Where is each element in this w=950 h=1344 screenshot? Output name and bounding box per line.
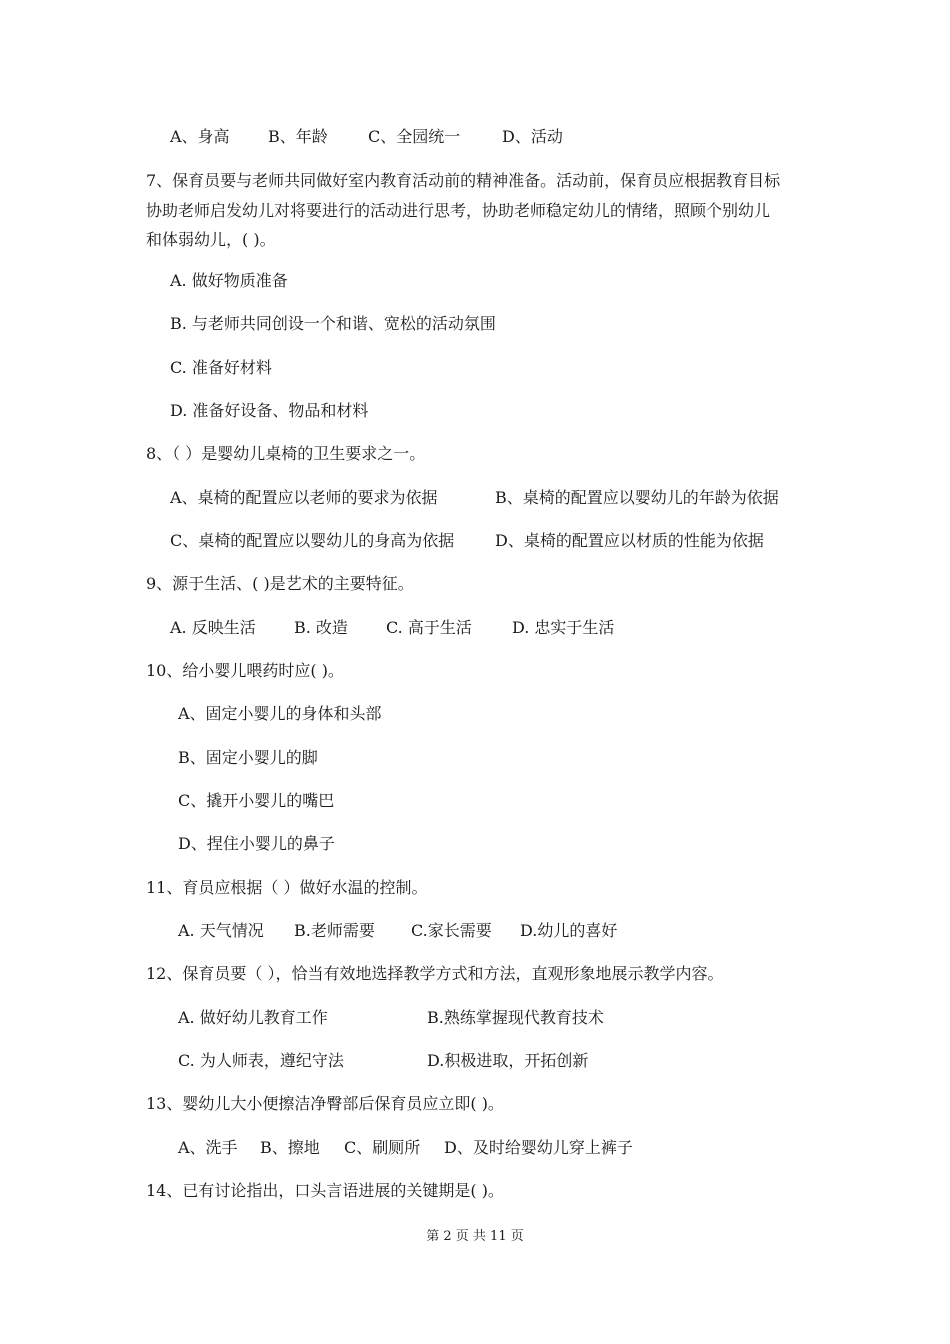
q11-option-b: B.老师需要 [294,921,375,940]
q8-option-c: C、桌椅的配置应以婴幼儿的身高为依据 [170,531,455,550]
q12-option-d: D.积极进取，开拓创新 [427,1051,589,1070]
q12-question: 12、保育员要（ ），恰当有效地选择教学方式和方法，直观形象地展示教学内容。 [146,964,724,983]
q7-option-c: C. 准备好材料 [170,358,272,377]
q12-option-c: C. 为人师表，遵纪守法 [178,1051,344,1070]
q11-question: 11、育员应根据（ ）做好水温的控制。 [146,878,428,897]
q13-option-d: D、及时给婴幼儿穿上裤子 [444,1138,633,1157]
q7-option-d: D. 准备好设备、物品和材料 [170,401,369,420]
q13-option-b: B、擦地 [260,1138,320,1157]
q10-question: 10、给小婴儿喂药时应( )。 [146,661,344,680]
q6-option-b: B、年龄 [268,127,328,146]
q10-option-d: D、捏住小婴儿的鼻子 [178,834,335,853]
q7-option-a: A. 做好物质准备 [170,271,288,290]
page-number-footer: 第 2 页 共 11 页 [426,1229,524,1244]
q8-option-d: D、桌椅的配置应以材质的性能为依据 [495,531,764,550]
q9-option-a: A. 反映生活 [170,618,256,637]
q7-question-line-2: 协助老师启发幼儿对将要进行的活动进行思考，协助老师稳定幼儿的情绪，照顾个别幼儿 [146,201,771,220]
q11-option-c: C.家长需要 [411,921,492,940]
q7-question-line-1: 7、保育员要与老师共同做好室内教育活动前的精神准备。活动前，保育员应根据教育目标 [146,171,781,190]
q11-option-d: D.幼儿的喜好 [520,921,618,940]
q12-option-a: A. 做好幼儿教育工作 [178,1008,328,1027]
q10-option-b: B、固定小婴儿的脚 [178,748,318,767]
q6-option-d: D、活动 [502,127,563,146]
q6-option-c: C、全园统一 [368,127,461,146]
q12-option-b: B.熟练掌握现代教育技术 [427,1008,604,1027]
q8-question: 8、（ ）是婴幼儿桌椅的卫生要求之一。 [146,444,426,463]
q13-option-a: A、洗手 [178,1138,238,1157]
q9-option-c: C. 高于生活 [386,618,472,637]
q9-option-d: D. 忠实于生活 [512,618,615,637]
q11-option-a: A. 天气情况 [178,921,264,940]
q13-option-c: C、刷厕所 [344,1138,421,1157]
q10-option-c: C、撬开小婴儿的嘴巴 [178,791,335,810]
q8-option-a: A、桌椅的配置应以老师的要求为依据 [170,488,438,507]
q7-option-b: B. 与老师共同创设一个和谐、宽松的活动氛围 [170,314,496,333]
q13-question: 13、婴幼儿大小便擦洁净臀部后保育员应立即( )。 [146,1094,504,1113]
q9-question: 9、源于生活、( )是艺术的主要特征。 [146,574,414,593]
q14-question: 14、已有讨论指出，口头言语进展的关键期是( )。 [146,1181,504,1200]
q10-option-a: A、固定小婴儿的身体和头部 [178,704,382,723]
q6-option-a: A、身高 [170,127,230,146]
q8-option-b: B、桌椅的配置应以婴幼儿的年龄为依据 [495,488,779,507]
q9-option-b: B. 改造 [294,618,348,637]
q7-question-line-3: 和体弱幼儿，( )。 [146,230,276,249]
